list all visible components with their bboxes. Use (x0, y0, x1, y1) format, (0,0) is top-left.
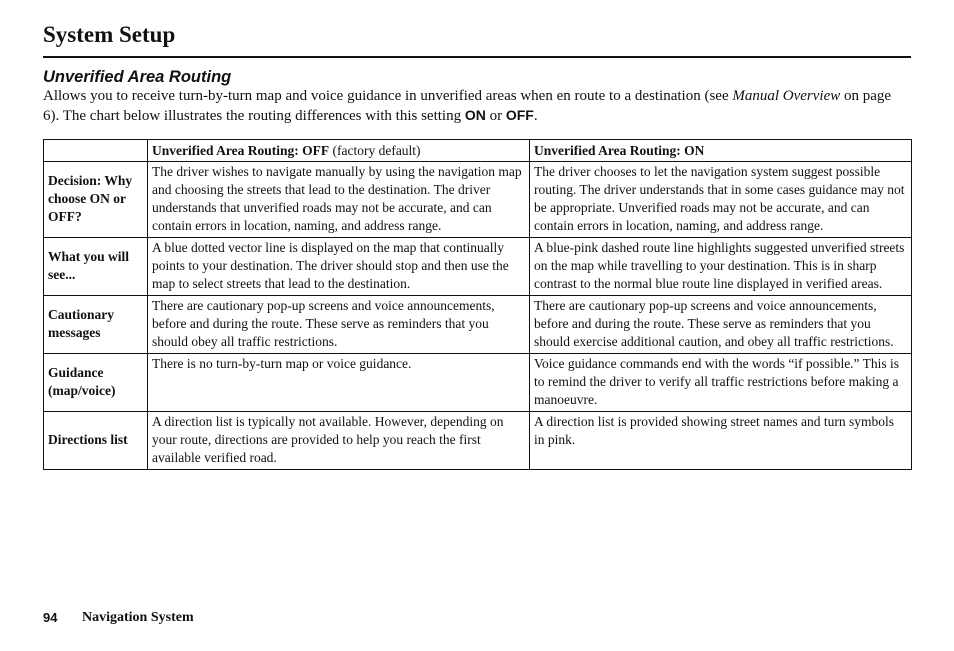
cell-off: A direction list is typically not available. However, depending on your route, directions are provided to help you reach the first available verified road. (148, 412, 530, 470)
cell-off: There is no turn-by-turn map or voice guidance. (148, 354, 530, 412)
table-row (44, 238, 912, 296)
header-routing-off (148, 140, 530, 162)
row-label-what-you-will-see: What you will see... (44, 238, 148, 296)
table-row (44, 296, 912, 354)
row-label-cautionary-messages: Cautionary messages (44, 296, 148, 354)
cell-off: There are cautionary pop-up screens and voice announcements, before and during the route. These serve as reminders that you should obey all traffic restrictions. (148, 296, 530, 354)
row-label-directions-list: Directions list (44, 412, 148, 470)
manual-overview-reference: Manual Overview (732, 88, 841, 104)
header-empty-cell (44, 140, 148, 162)
table-row (44, 354, 912, 412)
setting-on-label: ON (464, 107, 486, 123)
page-title: System Setup (43, 22, 176, 47)
cell-on: Voice guidance commands end with the words “if possible.” This is to remind the driver to verify all traffic restrictions before making a manoeuvre. (530, 354, 912, 412)
intro-paragraph (43, 87, 911, 126)
header-off-note: (factory default) (329, 143, 421, 158)
table-row (44, 162, 912, 238)
cell-on: There are cautionary pop-up screens and voice announcements, before and during the route. These serve as reminders that you should exercise additional caution, and obey all traffic restrictions. (530, 296, 912, 354)
intro-text-2: on page 6). The chart below illustrates the routing differences with this setting (43, 88, 892, 124)
section-heading: Unverified Area Routing (43, 68, 232, 86)
header-off-label: Unverified Area Routing: OFF (152, 143, 330, 158)
footer-label: Navigation System (82, 610, 194, 625)
cell-on: A direction list is provided showing street names and turn symbols in pink. (530, 412, 912, 470)
row-label-guidance: Guidance (map/voice) (44, 354, 148, 412)
cell-off: A blue dotted vector line is displayed on the map that continually points to your destination. The driver should stop and then use the map to select streets that lead to the destination. (148, 238, 530, 296)
cell-off: The driver wishes to navigate manually by using the navigation map and choosing the streets that lead to the destination. The driver understands that unverified roads may not be accurate, and can contain errors in location, naming, and address range. (148, 162, 530, 238)
intro-or: or (485, 108, 506, 124)
intro-end: . (533, 108, 538, 124)
cell-on: The driver chooses to let the navigation system suggest possible routing. The driver understands that in some cases guidance may not be appropriate. Unverified roads may not be accurate, and can contain errors in location, naming, and address range. (530, 162, 912, 238)
table-header-row (44, 140, 912, 162)
header-routing-on: Unverified Area Routing: ON (530, 140, 912, 162)
routing-comparison-table (43, 139, 912, 470)
table-row (44, 412, 912, 470)
page-number: 94 (43, 610, 58, 625)
title-rule (43, 56, 911, 58)
row-label-decision: Decision: Why choose ON or OFF? (44, 162, 148, 238)
cell-on: A blue-pink dashed route line highlights suggested unverified streets on the map while travelling to your destination. This is in sharp contrast to the normal blue route line displayed in verified areas. (530, 238, 912, 296)
intro-text-1: Allows you to receive turn-by-turn map and voice guidance in unverified areas when en route to a destination (see (43, 88, 733, 104)
setting-off-label: OFF (505, 107, 534, 123)
